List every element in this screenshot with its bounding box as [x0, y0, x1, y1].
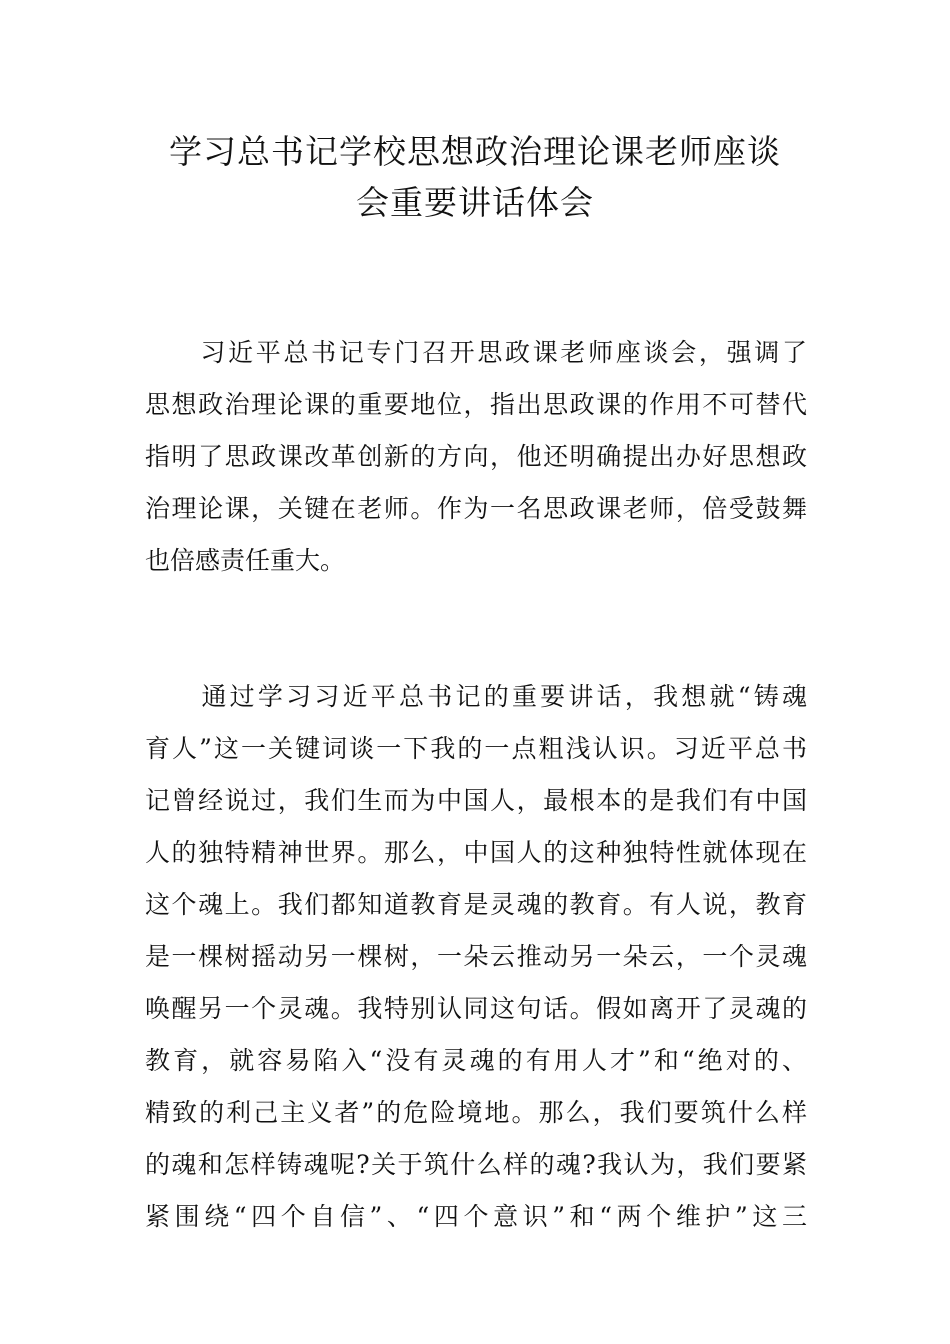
paragraph-line: 精致的利己主义者”的危险境地。那么，我们要筑什么样	[145, 1098, 807, 1127]
title-line: 学习总书记学校思想政治理论课老师座谈	[169, 132, 781, 171]
paragraph-line: 治理论课，关键在老师。作为一名思政课老师，倍受鼓舞	[145, 494, 807, 523]
paragraph-line: 人的独特精神世界。那么，中国人的这种独特性就体现在	[145, 838, 807, 867]
body-paragraph	[145, 671, 807, 1243]
paragraph-line: 紧围绕“四个自信”、“四个意识”和“两个维护”这三	[145, 1202, 807, 1231]
paragraph-line: 指明了思政课改革创新的方向，他还明确提出办好思想政	[145, 442, 807, 471]
paragraph-line: 记曾经说过，我们生而为中国人，最根本的是我们有中国	[145, 786, 807, 815]
title-line: 会重要讲话体会	[356, 183, 594, 222]
paragraph-line: 习近平总书记专门召开思政课老师座谈会，强调了	[145, 338, 807, 367]
paragraph-line: 唤醒另一个灵魂。我特别认同这句话。假如离开了灵魂的	[145, 994, 807, 1023]
paragraph-line: 也倍感责任重大。	[145, 546, 346, 575]
document-title	[145, 126, 805, 228]
body-paragraph	[145, 327, 807, 587]
paragraph-line: 思想政治理论课的重要地位，指出思政课的作用不可替代	[145, 390, 807, 419]
paragraph-line: 通过学习习近平总书记的重要讲话，我想就“铸魂	[145, 682, 807, 711]
paragraph-line: 育人”这一关键词谈一下我的一点粗浅认识。习近平总书	[145, 734, 807, 763]
paragraph-line: 的魂和怎样铸魂呢?关于筑什么样的魂?我认为，我们要紧	[145, 1150, 807, 1179]
paragraph-line: 这个魂上。我们都知道教育是灵魂的教育。有人说，教育	[145, 890, 807, 919]
paragraph-line: 是一棵树摇动另一棵树，一朵云推动另一朵云，一个灵魂	[145, 942, 807, 971]
paragraph-line: 教育，就容易陷入“没有灵魂的有用人才”和“绝对的、	[145, 1046, 807, 1075]
